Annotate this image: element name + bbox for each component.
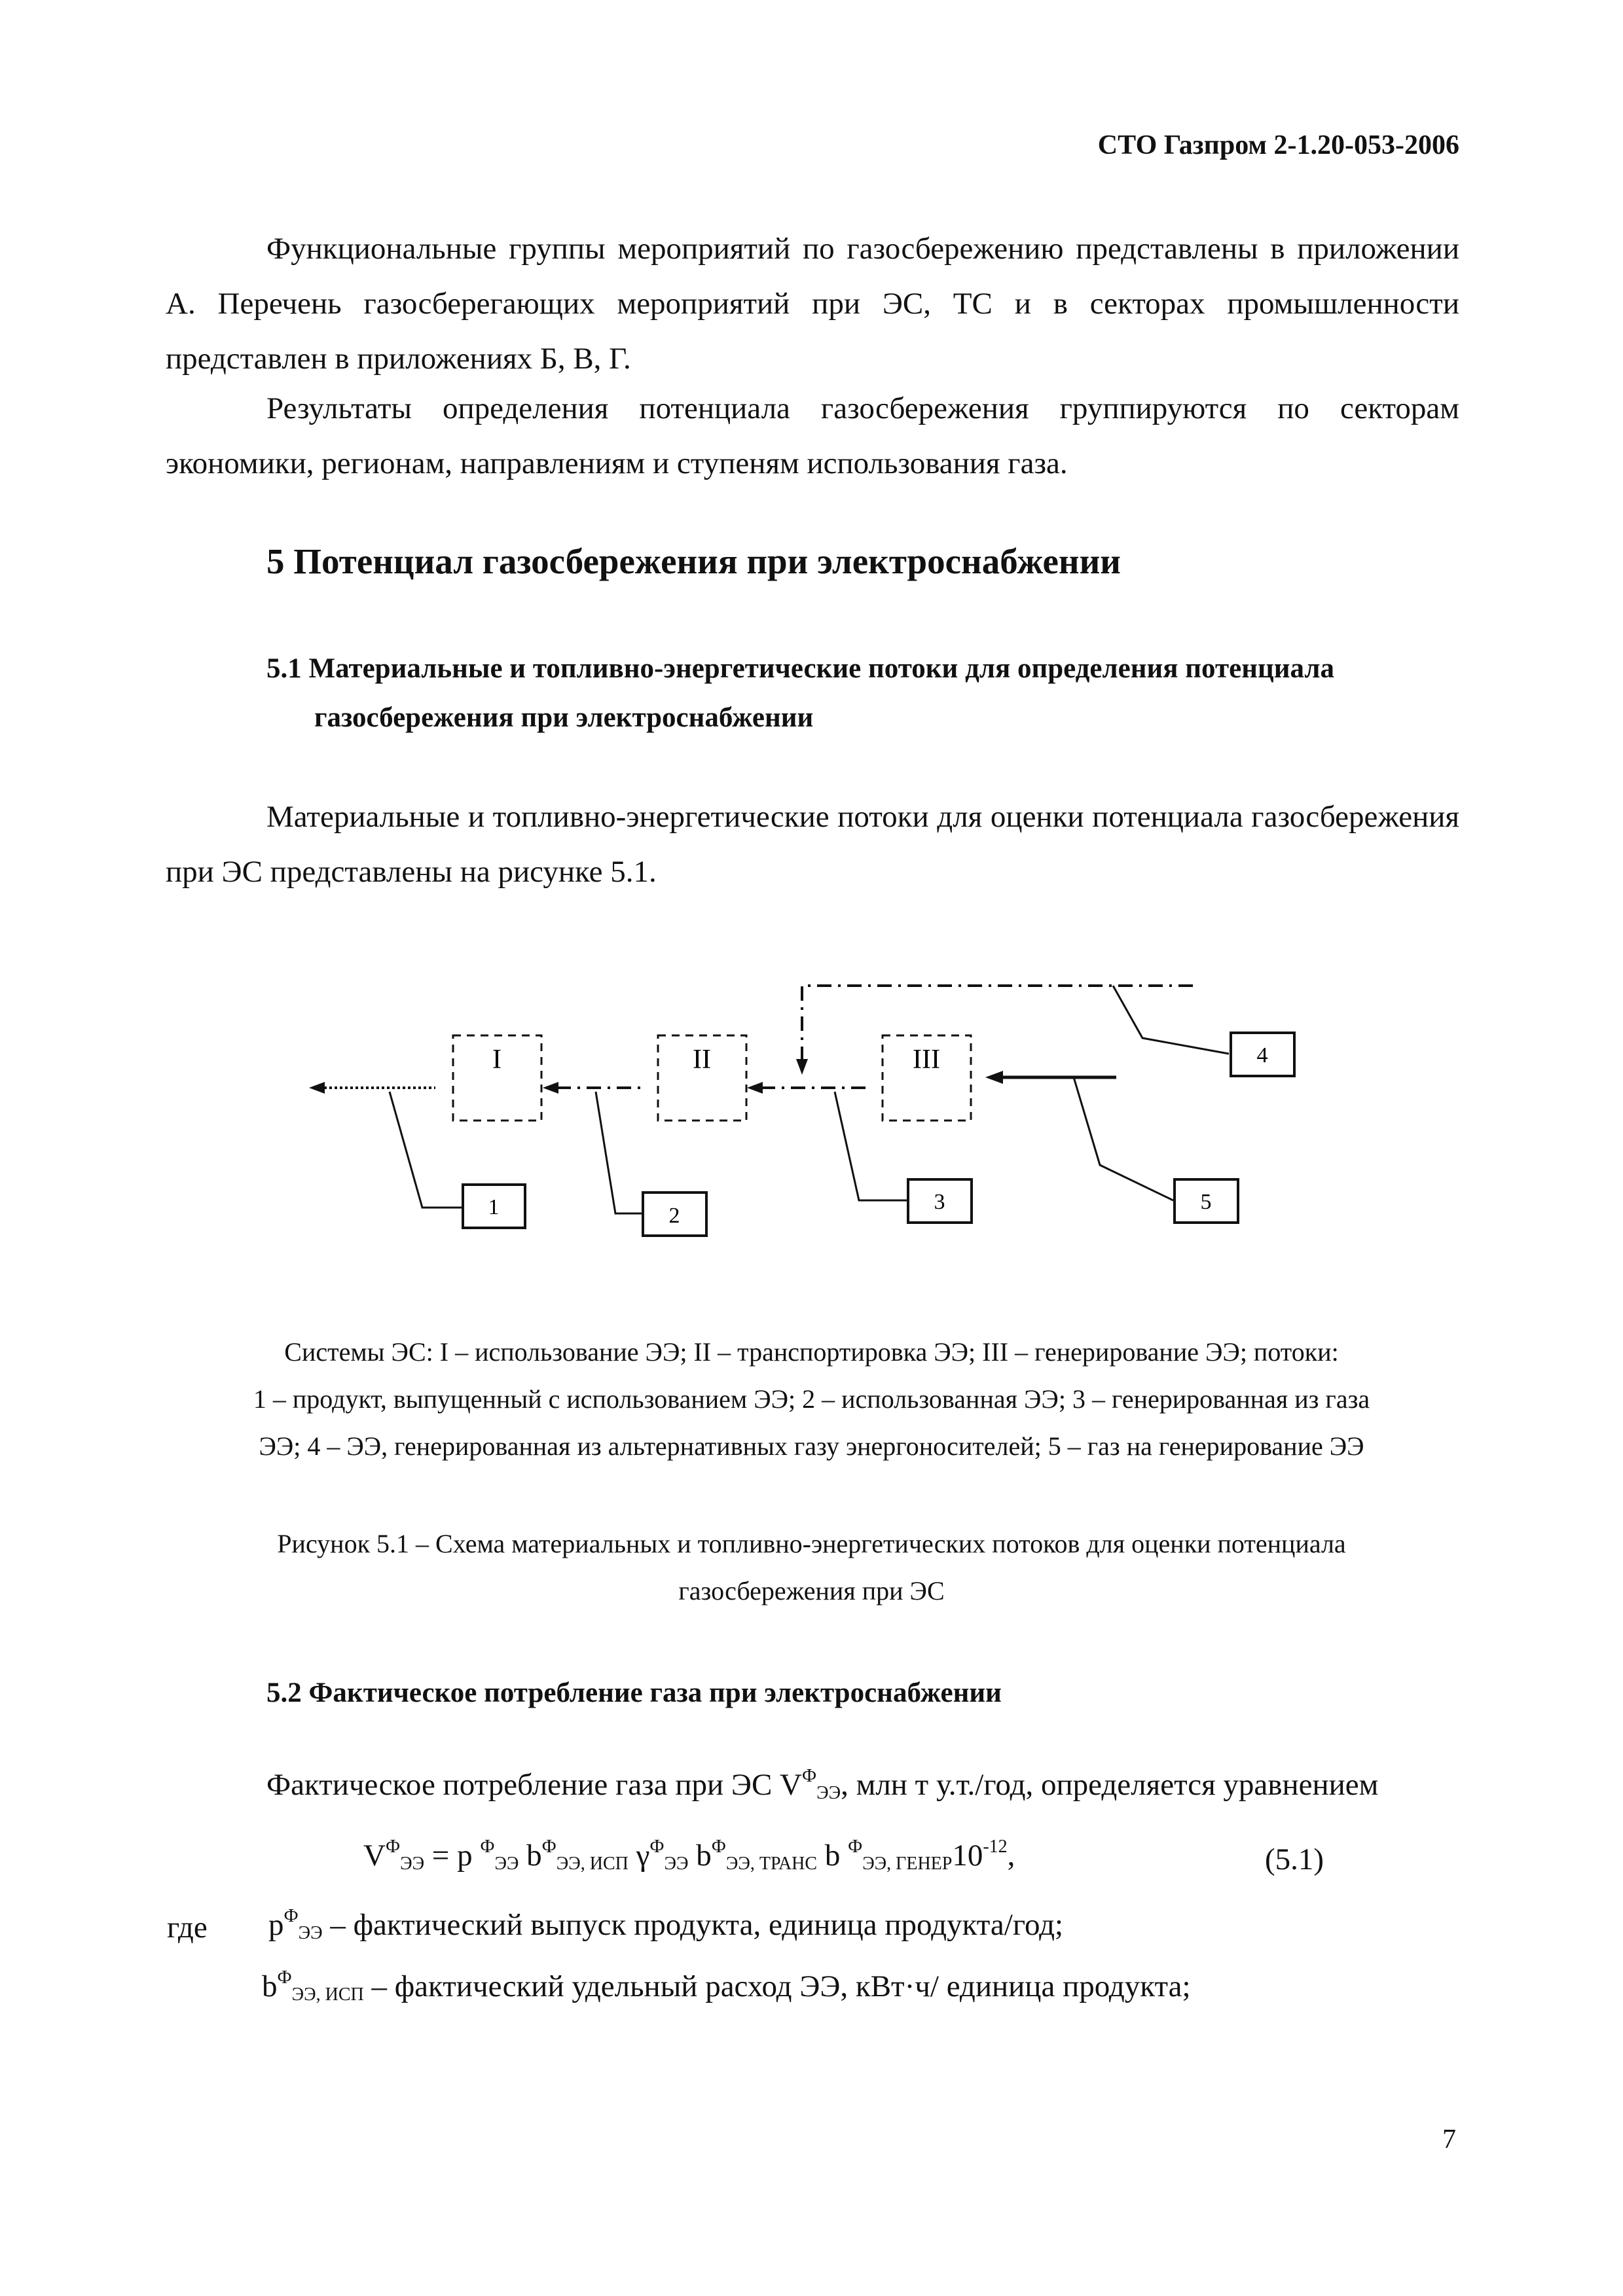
figure-caption-line-2: газосбережения при ЭС [678,1576,945,1605]
figure-legend-line-3: ЭЭ; 4 – ЭЭ, генерированная из альтернативных газу энергоносителей; 5 – газ на генерирование ЭЭ [259,1431,1364,1461]
subsection-5-2-intro: Фактическое потребление газа при ЭС $V^Ф_{ЭЭ}$, млн т у.т./год, определяется уравнением [266,1766,1379,1803]
leader-line-4 [1113,986,1229,1054]
flow-2-arrowhead [543,1082,558,1094]
subsection-5-2-heading: 5.2 Фактическое потребление газа при электроснабжении [266,1677,1002,1708]
equation-number: (5.1) [1265,1842,1324,1876]
figure-caption-line-1: Рисунок 5.1 – Схема материальных и топливно-энергетических потоков для оценки потенциала [277,1529,1346,1558]
subsection-5-1-paragraph: Материальные и топливно-энергетические потоки для оценки потенциала газосбережения при ЭС представлены на рисунке 5.1. [166,800,1459,889]
flow-4-arrowhead [796,1059,808,1075]
leader-line-3 [835,1092,907,1200]
flow-label-1: 1 [488,1195,500,1219]
flow-1-arrowhead [309,1082,325,1094]
leader-line-1 [390,1092,462,1208]
intro-paragraph-1: Функциональные группы мероприятий по газосбережению представлены в приложении А. Перечень газосберегающих мероприятий при ЭС, ТС и в секторах промышленности представлен в приложениях Б, В, Г. [166,232,1459,376]
flow-diagram [0,942,1623,1283]
figure-legend-line-1: Системы ЭС: I – использование ЭЭ; II – транспортировка ЭЭ; III – генерирование ЭЭ; потоки: [284,1337,1339,1367]
document-code: СТО Газпром 2-1.20-053-2006 [1097,130,1459,160]
flow-label-2: 2 [668,1204,680,1228]
where-label: где [167,1910,208,1945]
flow-label-4: 4 [1256,1043,1268,1067]
system-label-I: I [492,1045,501,1075]
subsection-5-1-heading-line1: 5.1 Материальные и топливно-энергетические потоки для определения потенциала [266,653,1335,684]
leader-line-5 [1074,1077,1173,1200]
intro-paragraph-2: Результаты определения потенциала газосбережения группируются по секторам экономики, регионам, направлениям и ступеням использования газа. [166,391,1459,480]
figure-caption [131,1520,1492,1615]
flow-3-arrowhead [747,1082,763,1094]
page-number: 7 [1442,2125,1456,2155]
figure-legend [131,1329,1492,1470]
leader-line-2 [596,1092,642,1213]
section-5-heading: 5 Потенциал газосбережения при электроснабжении [266,541,1121,581]
flow-label-5: 5 [1200,1190,1212,1214]
system-label-II: II [693,1045,711,1075]
figure-legend-line-2: 1 – продукт, выпущенный с использованием ЭЭ; 2 – использованная ЭЭ; 3 – генерированная из газа [253,1384,1370,1414]
equation-5-1: $V^Ф_{ЭЭ} = p$ $^Ф_{ЭЭ}$ $b^Ф_{ЭЭ, ИСП}$ $\gamma^Ф_{ЭЭ}$ $b^Ф_{ЭЭ, ТРАНС}$ b $^Ф_{ЭЭ, ГЕНЕР}10^{-12}$, [363,1837,1015,1874]
system-label-III: III [913,1045,940,1075]
flow-5-arrowhead [985,1071,1003,1084]
flow-label-3: 3 [934,1190,945,1214]
subsection-5-1-heading-line2: газосбережения при электроснабжении [314,702,814,733]
definition-2: $b^Ф_{ЭЭ, ИСП}$ – фактический удельный расход ЭЭ, кВт·ч/ единица продукта; [262,1967,1191,2005]
definition-1: $p^Ф_{ЭЭ}$ – фактический выпуск продукта, единица продукта/год; [268,1906,1064,1943]
